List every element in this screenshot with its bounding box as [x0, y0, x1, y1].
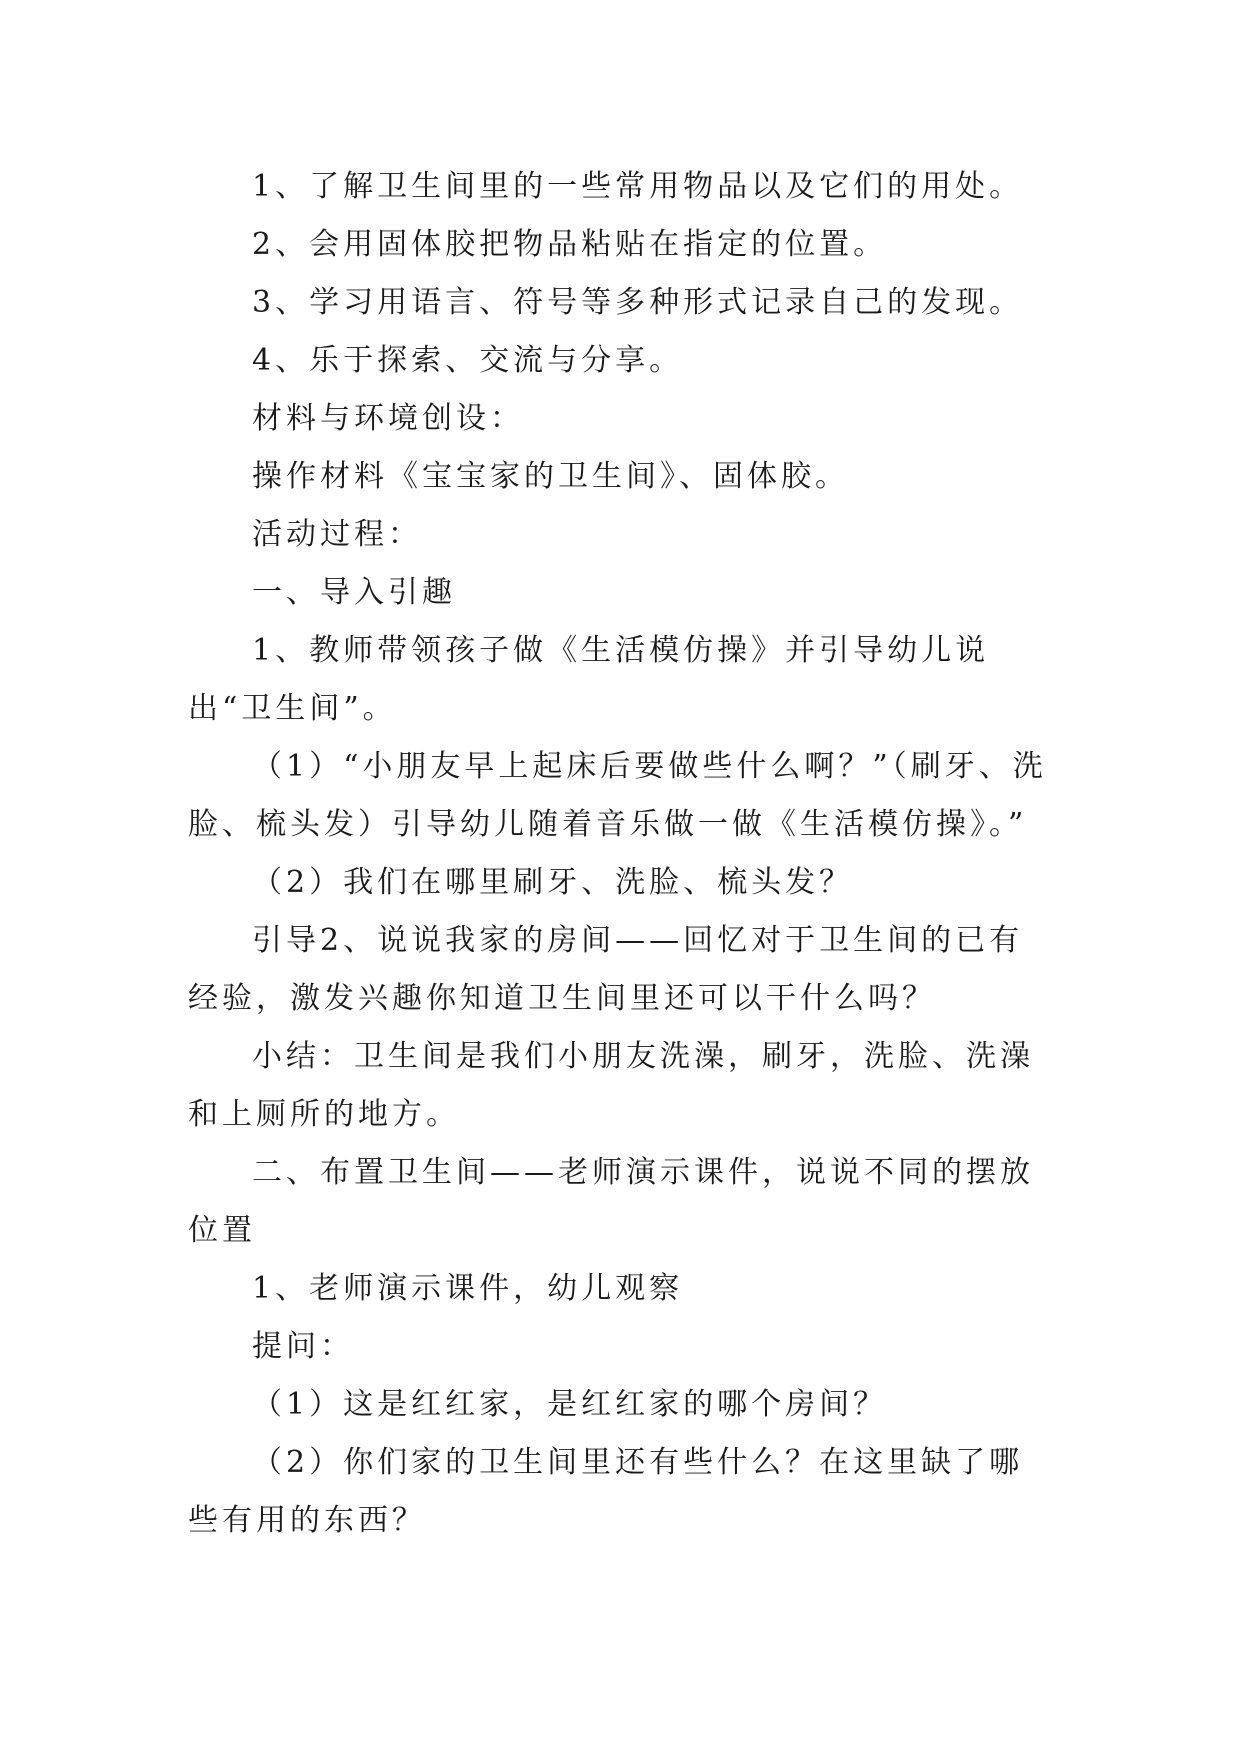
question-1: （1）这是红红家，是红红家的哪个房间？ [252, 1387, 888, 1422]
objective-3: 3、学习用语言、符号等多种形式记录自己的发现。 [252, 285, 1024, 320]
step-1: 1、教师带领孩子做《生活模仿操》并引导幼儿说出“卫生间”。 [188, 633, 990, 726]
step-1-question-2: （2）我们在哪里刷牙、洗脸、梳头发？ [252, 865, 854, 900]
question-2: （2）你们家的卫生间里还有些什么？在这里缺了哪些有用的东西？ [188, 1445, 1024, 1538]
section-2-heading: 二、布置卫生间——老师演示课件，说说不同的摆放位置 [188, 1155, 1034, 1248]
step-1-question-1: （1）“小朋友早上起床后要做些什么啊？”（刷牙、洗脸、梳头发）引导幼儿随着音乐做一做《生活模仿操》。” [188, 749, 1047, 842]
step-2: 引导2、说说我家的房间——回忆对于卫生间的已有经验，激发兴趣你知道卫生间里还可以干什么吗？ [188, 923, 1024, 1016]
materials-heading: 材料与环境创设： [252, 401, 524, 436]
objective-1: 1、了解卫生间里的一些常用物品以及它们的用处。 [252, 169, 1024, 204]
document-body [188, 158, 1054, 1550]
materials-text: 操作材料《宝宝家的卫生间》、固体胶。 [252, 459, 849, 494]
questions-heading: 提问： [252, 1329, 354, 1364]
section-2-step-1: 1、老师演示课件，幼儿观察 [252, 1271, 684, 1306]
objective-2: 2、会用固体胶把物品粘贴在指定的位置。 [252, 227, 888, 262]
process-heading: 活动过程： [252, 517, 422, 552]
summary: 小结：卫生间是我们小朋友洗澡，刷牙，洗脸、洗澡和上厕所的地方。 [188, 1039, 1034, 1132]
objective-4: 4、乐于探索、交流与分享。 [252, 343, 684, 378]
section-1-heading: 一、导入引趣 [252, 575, 456, 610]
